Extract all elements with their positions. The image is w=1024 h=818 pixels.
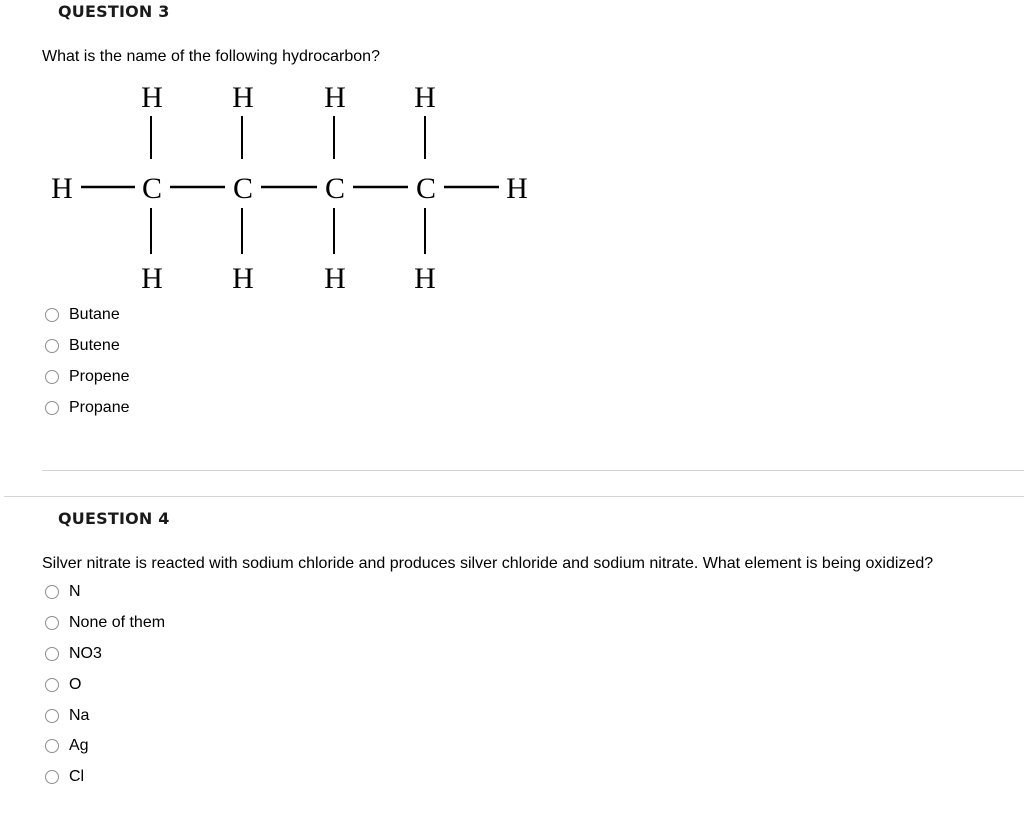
carbon-1: C <box>141 172 163 205</box>
radio-button[interactable] <box>45 770 59 784</box>
radio-button[interactable] <box>45 370 59 384</box>
choice-label: N <box>69 583 81 601</box>
butane-structural-formula <box>40 74 540 298</box>
left-hydrogen: H <box>51 172 73 205</box>
choice-label: NO3 <box>69 644 102 662</box>
choice-label: Cl <box>69 768 85 786</box>
radio-button[interactable] <box>45 401 59 415</box>
top-hydrogen-4: H <box>414 81 436 114</box>
choice-label: Na <box>69 706 90 724</box>
choice-label: None of them <box>69 614 166 632</box>
carbon-4: C <box>415 172 437 205</box>
radio-button[interactable] <box>45 647 59 661</box>
question-4-choices <box>45 577 165 793</box>
choice-label: Ag <box>69 737 89 755</box>
choice-na[interactable] <box>45 700 165 731</box>
choice-label: O <box>69 675 82 693</box>
radio-button[interactable] <box>45 339 59 353</box>
choice-ag[interactable] <box>45 731 165 762</box>
choice-label: Propene <box>69 367 130 385</box>
carbon-3: C <box>324 172 346 205</box>
top-hydrogen-2: H <box>232 81 254 114</box>
radio-button[interactable] <box>45 585 59 599</box>
top-hydrogen-1: H <box>141 81 163 114</box>
choice-none-of-them[interactable] <box>45 608 165 639</box>
carbon-2: C <box>232 172 254 205</box>
choice-n[interactable] <box>45 577 165 608</box>
bottom-hydrogen-3: H <box>324 262 346 295</box>
radio-button[interactable] <box>45 616 59 630</box>
choice-butene[interactable] <box>45 331 130 362</box>
choice-o[interactable] <box>45 669 165 700</box>
bottom-hydrogen-1: H <box>141 262 163 295</box>
choice-butane[interactable] <box>45 300 130 331</box>
question-3-divider <box>42 470 1024 471</box>
bottom-hydrogen-2: H <box>232 262 254 295</box>
choice-label: Butene <box>69 337 120 355</box>
choice-label: Butane <box>69 306 120 324</box>
question-separator <box>4 496 1024 497</box>
choice-cl[interactable] <box>45 762 165 793</box>
choice-no3[interactable] <box>45 639 165 670</box>
right-hydrogen: H <box>506 172 528 205</box>
question-3-prompt: What is the name of the following hydrocarbon? <box>42 48 380 65</box>
question-3-choices <box>45 300 130 423</box>
question-3-title: QUESTION 3 <box>58 2 170 21</box>
radio-button[interactable] <box>45 739 59 753</box>
choice-propene[interactable] <box>45 362 130 393</box>
radio-button[interactable] <box>45 709 59 723</box>
radio-button[interactable] <box>45 308 59 322</box>
question-4-title: QUESTION 4 <box>58 509 170 528</box>
bottom-hydrogen-4: H <box>414 262 436 295</box>
choice-propane[interactable] <box>45 392 130 423</box>
choice-label: Propane <box>69 398 130 416</box>
question-4-prompt: Silver nitrate is reacted with sodium chloride and produces silver chloride and sodium nitrate. What element is being oxidized? <box>42 555 934 572</box>
top-hydrogen-3: H <box>324 81 346 114</box>
radio-button[interactable] <box>45 678 59 692</box>
